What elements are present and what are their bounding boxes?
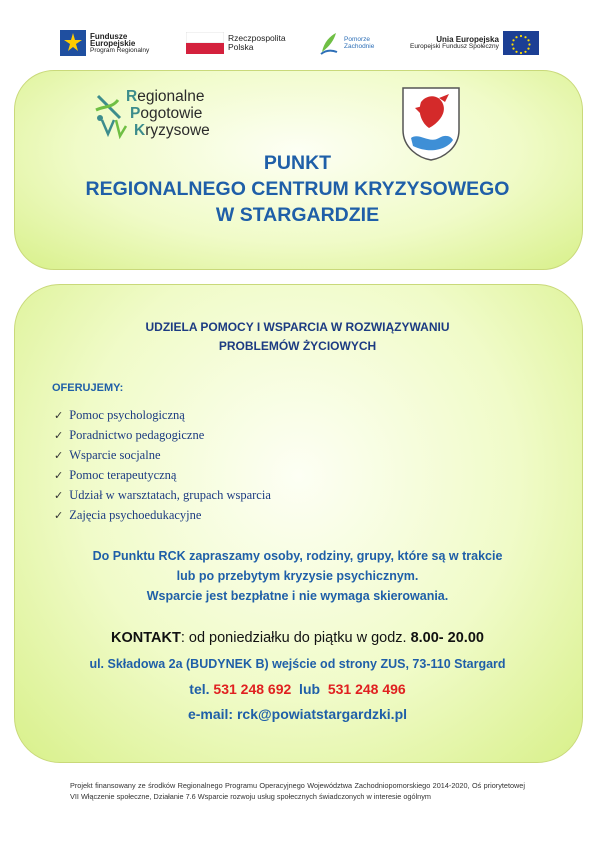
fundusze-europejskie-logo: Fundusze Europejskie Program Regionalny (60, 28, 149, 58)
rpk-line-2: Pogotowie (130, 105, 203, 122)
offer-heading: OFERUJEMY: (52, 382, 124, 394)
rpk-line-3: Kryzysowe (134, 122, 210, 139)
list-item: ✓ Zajęcia psychoedukacyjne (54, 508, 202, 522)
contact-phones: tel. 531 248 692 lub 531 248 496 (189, 681, 406, 697)
contact-email[interactable]: e-mail: rck@powiatstargardzki.pl (187, 706, 408, 722)
checkmark-icon: ✓ (54, 469, 64, 482)
phone-number-2[interactable]: 531 248 496 (327, 681, 406, 697)
checkmark-icon: ✓ (54, 449, 64, 462)
eu-flag-icon (503, 31, 539, 55)
regionalne-pogotowie-kryzysowe-logo (92, 88, 242, 144)
contact-hours: KONTAKT: od poniedziałku do piątku w godz. 8.00- 20.00 (111, 630, 484, 646)
title-line-1: PUNKT (263, 152, 332, 174)
title-line-3: W STARGARDZIE (215, 204, 380, 226)
title-line-2: REGIONALNEGO CENTRUM KRYZYSOWEGO (85, 178, 510, 200)
pomorze-zachodnie-logo: Pomorze Zachodnie (318, 28, 374, 58)
contact-address: ul. Składowa 2a (BUDYNEK B) wejście od strony ZUS, 73-110 Stargard (89, 657, 506, 671)
rpk-figure-icon (92, 90, 128, 142)
invitation-text: Do Punktu RCK zapraszamy osoby, rodziny, grupy, które są w trakcie lub po przebytym kryzysie psychicznym. Wsparcie jest bezpłatne i nie wymaga skierowania. (92, 549, 503, 603)
pomorze-leaf-icon (318, 30, 340, 56)
rzeczpospolita-logo: Rzeczpospolita Polska (186, 28, 286, 58)
fundusze-star-icon (60, 30, 86, 56)
list-item: ✓ Pomoc psychologiczną (54, 408, 185, 422)
list-item: ✓ Poradnictwo pedagogiczne (54, 428, 205, 442)
list-item: ✓ Pomoc terapeutyczną (54, 468, 177, 482)
unia-europejska-logo: Unia Europejska Europejski Fundusz Społeczny (410, 28, 539, 58)
phone-number-1[interactable]: 531 248 692 (213, 681, 292, 697)
offer-list (54, 405, 271, 525)
list-item: ✓ Udział w warsztatach, grupach wsparcia (54, 488, 271, 502)
polish-flag-icon (186, 32, 224, 54)
checkmark-icon: ✓ (54, 409, 64, 422)
contact-label: KONTAKT (111, 630, 181, 646)
list-item: ✓ Wsparcie socjalne (54, 448, 161, 462)
subtitle (60, 318, 535, 356)
checkmark-icon: ✓ (54, 489, 64, 502)
checkmark-icon: ✓ (54, 429, 64, 442)
subtitle-line-1: UDZIELA POMOCY I WSPARCIA W ROZWIĄZYWANIU (145, 320, 450, 334)
subtitle-line-2: PROBLEMÓW ŻYCIOWYCH (218, 339, 377, 353)
page-title (60, 150, 535, 228)
logo-bar (60, 28, 535, 60)
checkmark-icon: ✓ (54, 509, 64, 522)
rpk-line-1: Regionalne (126, 88, 205, 105)
office-hours: 8.00- 20.00 (410, 630, 484, 646)
funding-footer: Projekt finansowany ze środków Regionalnego Programu Operacyjnego Województwa Zachodniopomorskiego 2014-2020, Oś priorytetowej VII Włączenie społeczne, Działanie 7.6 Wsparcie rozwoju usług społecznych świadczonych w interesie ogólnym (70, 781, 525, 801)
